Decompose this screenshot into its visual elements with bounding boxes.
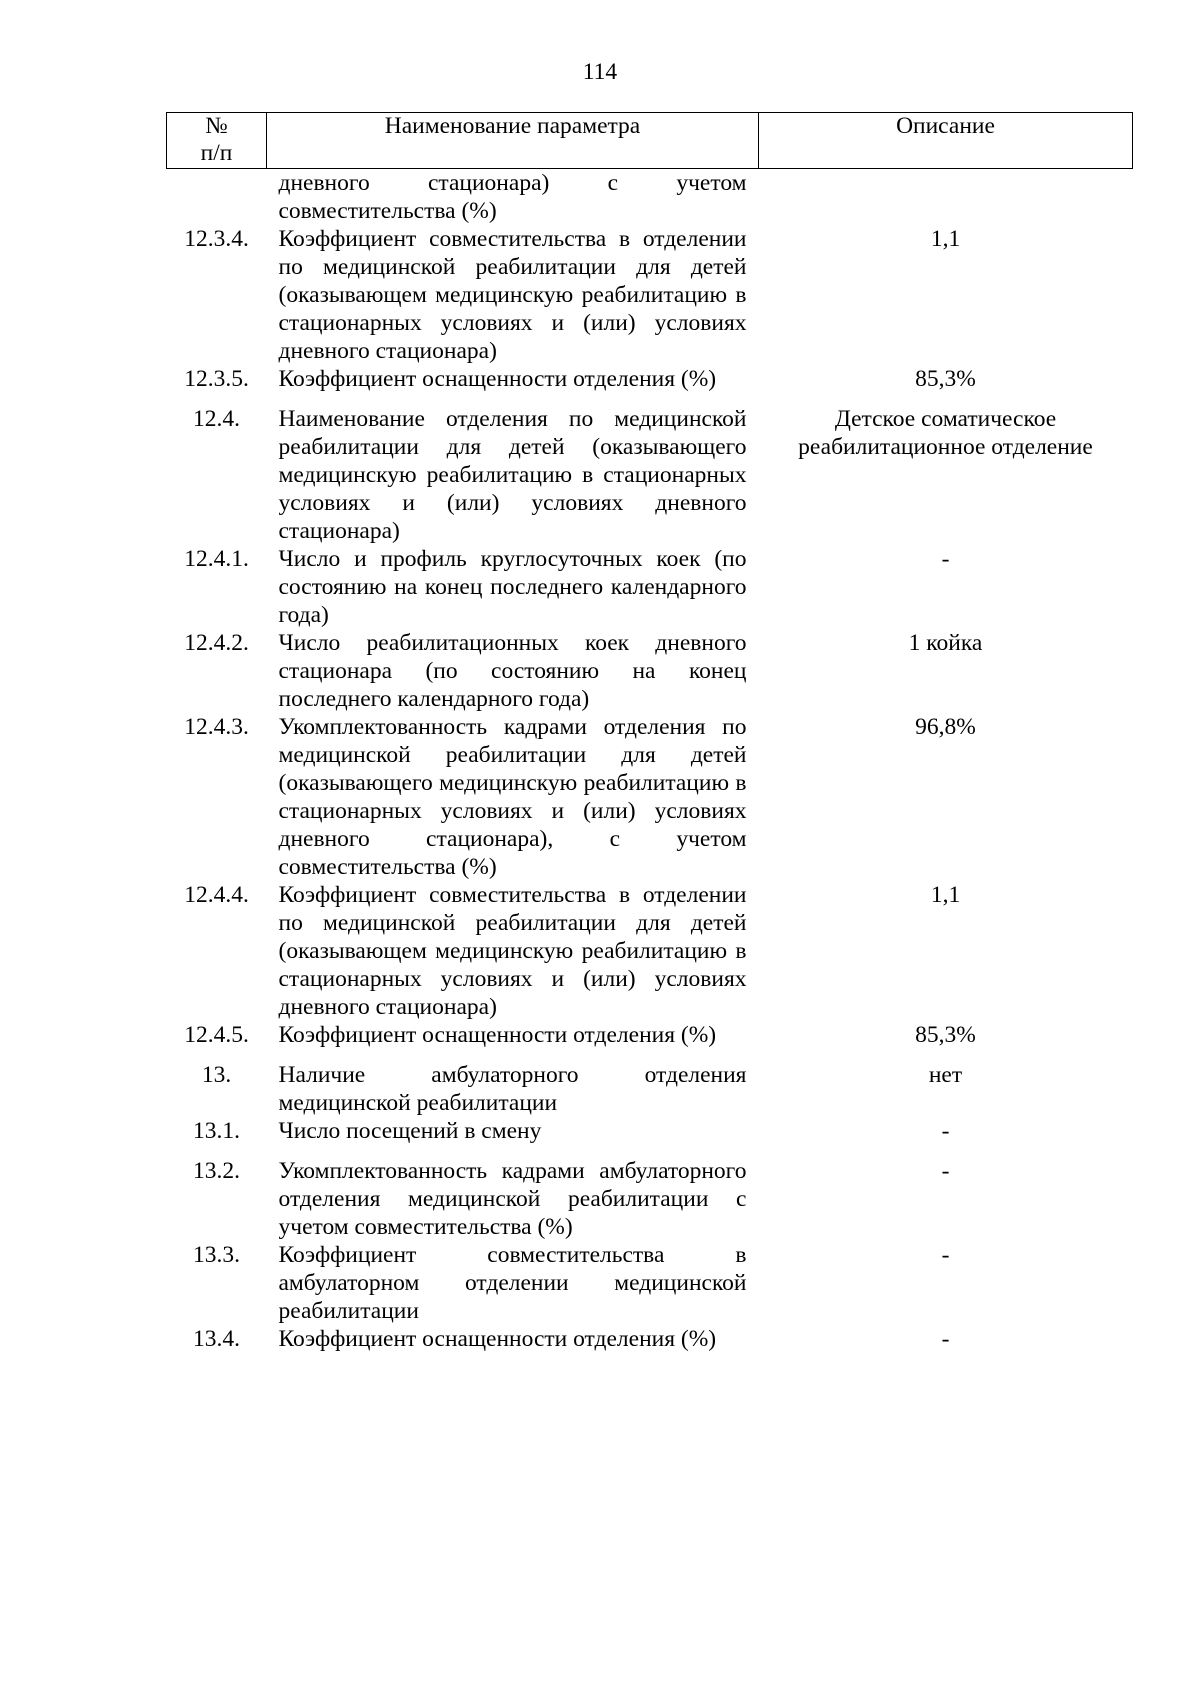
row-parameter-name: Коэффициент оснащенности отделения (%)	[278, 1326, 717, 1352]
table-body	[167, 169, 1133, 1354]
row-number: 12.4.2.	[184, 630, 249, 656]
row-number	[167, 169, 267, 226]
row-parameter-name: Наименование отделения по медицинской реабилитации для детей (оказывающего медицинскую реабилитацию в стационарных условиях и (или) условиях дневного стационара)	[278, 406, 747, 544]
row-number: 12.4.4.	[184, 882, 249, 908]
table-row	[167, 393, 1133, 545]
table-row	[167, 1021, 1133, 1049]
row-parameter-name: Коэффициент совместительства в отделении по медицинской реабилитации для детей (оказывающем медицинскую реабилитацию в стационарных условиях и (или) условиях дневного стационара)	[278, 226, 747, 364]
row-number: 13.2.	[193, 1158, 240, 1184]
row-description: -	[941, 1326, 950, 1352]
row-number: 13.3.	[193, 1242, 240, 1268]
table-row	[167, 225, 1133, 365]
row-parameter-name: Укомплектованность кадрами амбулаторного отделения медицинской реабилитации с учетом совместительства (%)	[278, 1158, 747, 1240]
table-row	[167, 1117, 1133, 1145]
row-description: 96,8%	[915, 714, 976, 740]
row-number: 12.4.3.	[184, 714, 249, 740]
table-row	[167, 365, 1133, 393]
row-parameter-name: Коэффициент совместительства в амбулаторном отделении медицинской реабилитации	[278, 1242, 747, 1324]
row-description: 85,3%	[915, 366, 976, 392]
page-number: 114	[582, 59, 618, 85]
table-row	[167, 713, 1133, 881]
row-description: 1,1	[930, 226, 961, 252]
row-description: 1 койка	[908, 630, 983, 656]
row-number: 13.1.	[193, 1118, 240, 1144]
table-row	[167, 169, 1133, 226]
row-number: 12.4.1.	[184, 546, 249, 572]
row-parameter-name: Коэффициент оснащенности отделения (%)	[278, 366, 717, 392]
row-description: -	[941, 1158, 950, 1184]
table-row	[167, 881, 1133, 1021]
row-number: 13.	[201, 1062, 232, 1088]
row-number: 12.3.5.	[184, 366, 249, 392]
table-row	[167, 1241, 1133, 1325]
row-number: 13.4.	[193, 1326, 240, 1352]
table-row	[167, 545, 1133, 629]
header-description: Описание	[759, 113, 1133, 169]
header-parameter-name: Наименование параметра	[267, 113, 759, 169]
row-description: -	[941, 1242, 950, 1268]
table-row	[167, 1145, 1133, 1241]
row-parameter-name: Число и профиль круглосуточных коек (по состоянию на конец последнего календарного года)	[278, 546, 747, 628]
row-parameter-name: Коэффициент совместительства в отделении по медицинской реабилитации для детей (оказывающем медицинскую реабилитацию в стационарных условиях и (или) условиях дневного стационара)	[278, 882, 747, 1020]
table-row	[167, 1325, 1133, 1353]
row-parameter-name: Коэффициент оснащенности отделения (%)	[278, 1022, 717, 1048]
row-description: 85,3%	[915, 1022, 976, 1048]
header-number: № п/п	[167, 113, 267, 169]
row-parameter-name: Укомплектованность кадрами отделения по медицинской реабилитации для детей (оказывающего медицинскую реабилитацию в стационарных условиях и (или) условиях дневного стационара), с учетом совместительства (%)	[278, 714, 747, 880]
table-row	[167, 629, 1133, 713]
row-number: 12.4.	[193, 406, 240, 432]
row-description: 1,1	[930, 882, 961, 908]
row-parameter-name: Число посещений в смену	[278, 1118, 542, 1144]
table-header-row	[167, 113, 1133, 169]
table-row	[167, 1049, 1133, 1117]
row-number: 12.3.4.	[184, 226, 249, 252]
row-parameter-name: дневного стационара) с учетом совместительства (%)	[278, 170, 747, 224]
row-parameter-name: Наличие амбулаторного отделения медицинской реабилитации	[278, 1062, 747, 1116]
row-description: Детское соматическое реабилитационное отделение	[798, 406, 1093, 460]
row-description: нет	[928, 1062, 963, 1088]
parameters-table	[166, 112, 1133, 1353]
row-number: 12.4.5.	[184, 1022, 249, 1048]
row-description	[759, 169, 1133, 226]
row-parameter-name: Число реабилитационных коек дневного стационара (по состоянию на конец последнего календарного года)	[278, 630, 747, 712]
row-description: -	[941, 1118, 950, 1144]
row-description: -	[941, 546, 950, 572]
